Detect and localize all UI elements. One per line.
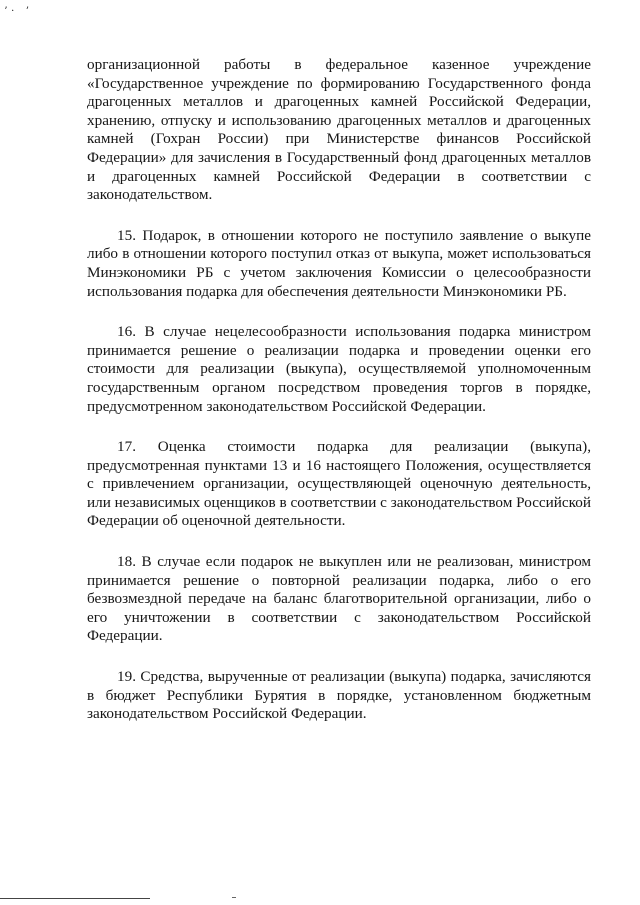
footer-mark bbox=[232, 897, 236, 898]
footer-rule bbox=[0, 898, 150, 899]
paragraph-18: 18. В случае если подарок не выкуплен или не реализован, министром принимается решение о повторной реализации подарка, либо о его безвозмездной передаче на баланс благотворительной организации, либо о его уничтожении в соответствии с законодательством Российской Федерации. bbox=[87, 553, 591, 645]
document-body bbox=[87, 56, 591, 746]
paragraph-19: 19. Средства, вырученные от реализации (выкупа) подарка, зачисляются в бюджет Республики Бурятия в порядке, установленном бюджетным законодательством Российской Федерации. bbox=[87, 668, 591, 723]
scan-marks: ʼ· ʼ bbox=[4, 6, 33, 17]
paragraph-17: 17. Оценка стоимости подарка для реализации (выкупа), предусмотренная пунктами 13 и 16 настоящего Положения, осуществляется с привлечением организации, осуществляющей оценочную деятельность, или независимых оценщиков в соответствии с законодательством Российской Федерации об оценочной деятельности. bbox=[87, 438, 591, 530]
paragraph-16: 16. В случае нецелесообразности использования подарка министром принимается решение о реализации подарка и проведении оценки его стоимости для реализации (выкупа), осуществляемой уполномоченным государственным органом посредством проведения торгов в порядке, предусмотренном законодательством Российской Федерации. bbox=[87, 323, 591, 415]
paragraph-15: 15. Подарок, в отношении которого не поступило заявление о выкупе либо в отношении которого поступил отказ от выкупа, может использоваться Минэкономики РБ с учетом заключения Комиссии о целесообразности использования подарка для обеспечения деятельности Минэкономики РБ. bbox=[87, 226, 591, 300]
paragraph-continuation: организационной работы в федеральное казенное учреждение «Государственное учреждение по формированию Государственного фонда драгоценных металлов и драгоценных камней Российской Федерации, хранению, отпуску и использованию драгоценных металлов и драгоценных камней (Гохран России) при Министерстве финансов Российской Федерации» для зачисления в Государственный фонд драгоценных металлов и драгоценных камней Российской Федерации в соответствии с законодательством. bbox=[87, 56, 591, 204]
